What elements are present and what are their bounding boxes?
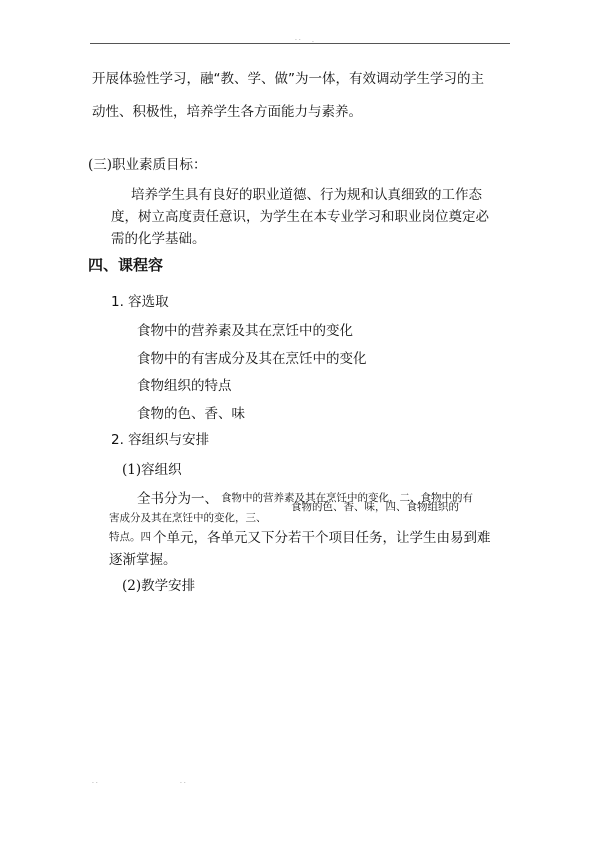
topic-item: 食物中的有害成分及其在烹饪中的变化: [137, 351, 367, 367]
topic-item: 食物组织的特点: [137, 378, 232, 394]
paragraph-line: 害成分及其在烹饪中的变化，三、: [109, 512, 267, 524]
paragraph-line: 开展体验性学习，融“教、学、做”为一体，有效调动学生学习的主: [92, 71, 484, 87]
paragraph-line: 动性、积极性，培养学生各方面能力与素养。: [92, 104, 362, 120]
topic-item: 食物的色、香、味: [137, 406, 245, 422]
paragraph-line: 需的化学基础。: [111, 231, 206, 247]
list-item-label: 1. 容选取: [111, 294, 169, 310]
paragraph-line: 食物中的营养素及其在烹饪中的变化，二、食物中的有: [221, 492, 473, 504]
header-mark: · ·: [295, 37, 301, 44]
footer-mark: · ·: [92, 780, 98, 787]
subsection-label: (2)教学安排: [122, 578, 196, 594]
section-heading: 四、课程容: [88, 256, 164, 274]
paragraph-line: 培养学生具有良好的职业道德、行为规和认真细致的工作态: [131, 187, 482, 203]
paragraph-line: 全书分为一、: [137, 491, 218, 507]
header-mark: .: [312, 37, 314, 44]
list-item-label: 2. 容组织与安排: [111, 432, 210, 448]
goal-heading: (三)职业素质目标：: [88, 157, 207, 173]
footer-mark: · ·: [180, 780, 186, 787]
paragraph-line: 逐渐掌握。: [109, 552, 177, 568]
subsection-label: (1)容组织: [122, 462, 182, 478]
paragraph-line: 个单元，各单元又下分若干个项目任务，让学生由易到难: [153, 530, 491, 546]
paragraph-line: 度，树立高度责任意识，为学生在本专业学习和职业岗位奠定必: [111, 209, 489, 225]
paragraph-line: 食物的色、香、味，四、食物组织的: [291, 501, 459, 513]
paragraph-line: 特点。四: [109, 531, 151, 543]
topic-item: 食物中的营养素及其在烹饪中的变化: [137, 323, 353, 339]
